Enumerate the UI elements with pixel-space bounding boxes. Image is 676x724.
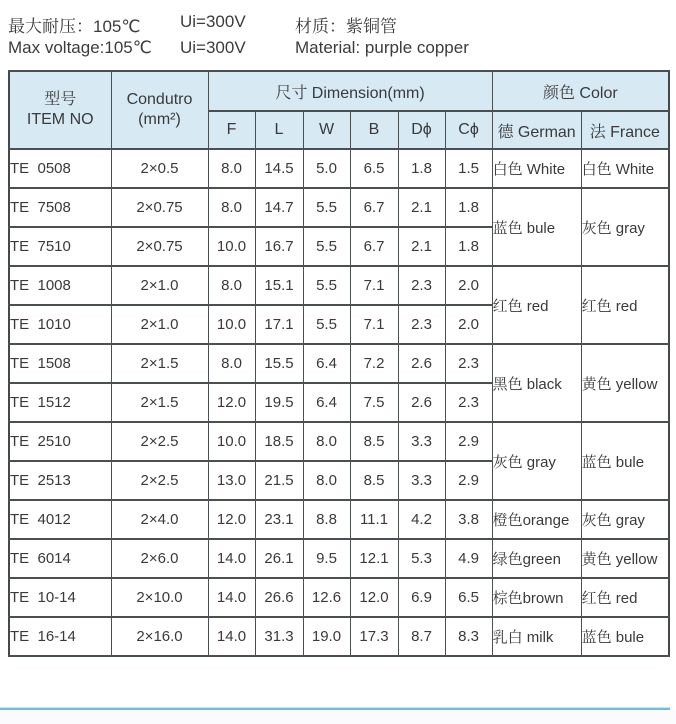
table-row — [9, 500, 669, 539]
table-row — [9, 149, 669, 188]
conductor-cell: 2×2.5 — [111, 461, 208, 500]
header-dim-f: F — [208, 111, 255, 149]
header-dim-dphi: Dϕ — [398, 111, 445, 149]
dim-w-cell: 5.5 — [303, 266, 350, 305]
dim-f-cell: 10.0 — [208, 422, 255, 461]
item-no-cell: TE 6014 — [9, 539, 111, 578]
dim-f-cell: 8.0 — [208, 149, 255, 188]
dim-b-cell: 6.7 — [350, 227, 398, 266]
color-france-cell: 蓝色 bule — [581, 617, 669, 656]
dim-b-cell: 8.5 — [350, 422, 398, 461]
dim-w-cell: 5.5 — [303, 227, 350, 266]
header-conductor-unit: (mm²) — [138, 111, 181, 128]
header-color-german: 德 German — [492, 111, 581, 149]
dim-b-cell: 8.5 — [350, 461, 398, 500]
dim-b-cell: 12.1 — [350, 539, 398, 578]
dim-b-cell: 7.1 — [350, 305, 398, 344]
color-german-cell: 红色 red — [492, 266, 581, 344]
dim-w-cell: 6.4 — [303, 344, 350, 383]
dim-cphi-cell: 2.0 — [445, 305, 492, 344]
table-row — [9, 539, 669, 578]
color-france-cell: 灰色 gray — [581, 188, 669, 266]
dim-w-cell: 8.8 — [303, 500, 350, 539]
dim-l-cell: 19.5 — [255, 383, 303, 422]
color-german-cell: 乳白 milk — [492, 617, 581, 656]
header-dim-l: L — [255, 111, 303, 149]
dim-dphi-cell: 8.7 — [398, 617, 445, 656]
conductor-cell: 2×2.5 — [111, 422, 208, 461]
dim-dphi-cell: 2.1 — [398, 227, 445, 266]
dim-f-cell: 14.0 — [208, 539, 255, 578]
color-german-cell: 黑色 black — [492, 344, 581, 422]
dim-cphi-cell: 2.9 — [445, 422, 492, 461]
conductor-cell: 2×0.5 — [111, 149, 208, 188]
table-row — [9, 188, 669, 227]
dim-w-cell: 5.5 — [303, 188, 350, 227]
color-france-cell: 灰色 gray — [581, 500, 669, 539]
header-group-row — [9, 71, 669, 111]
dim-cphi-cell: 2.3 — [445, 383, 492, 422]
dim-dphi-cell: 2.3 — [398, 266, 445, 305]
dim-b-cell: 7.1 — [350, 266, 398, 305]
dim-l-cell: 17.1 — [255, 305, 303, 344]
item-no-cell: TE 1008 — [9, 266, 111, 305]
color-france-cell: 红色 red — [581, 578, 669, 617]
color-german-cell: 灰色 gray — [492, 422, 581, 500]
dim-l-cell: 23.1 — [255, 500, 303, 539]
item-no-cell: TE 2513 — [9, 461, 111, 500]
dim-f-cell: 12.0 — [208, 500, 255, 539]
color-german-cell: 橙色orange — [492, 500, 581, 539]
dim-f-cell: 12.0 — [208, 383, 255, 422]
dim-cphi-cell: 8.3 — [445, 617, 492, 656]
dim-f-cell: 8.0 — [208, 344, 255, 383]
material-en: Material: purple copper — [295, 38, 469, 57]
dim-dphi-cell: 3.3 — [398, 461, 445, 500]
dim-b-cell: 12.0 — [350, 578, 398, 617]
dim-l-cell: 31.3 — [255, 617, 303, 656]
info-line-en — [0, 38, 676, 62]
dim-cphi-cell: 2.9 — [445, 461, 492, 500]
dim-b-cell: 17.3 — [350, 617, 398, 656]
dim-b-cell: 7.2 — [350, 344, 398, 383]
conductor-cell: 2×1.0 — [111, 305, 208, 344]
color-german-cell: 蓝色 bule — [492, 188, 581, 266]
color-france-cell: 蓝色 bule — [581, 422, 669, 500]
color-german-cell: 白色 White — [492, 149, 581, 188]
dim-w-cell: 19.0 — [303, 617, 350, 656]
conductor-cell: 2×4.0 — [111, 500, 208, 539]
header-dim-b: B — [350, 111, 398, 149]
dim-cphi-cell: 4.9 — [445, 539, 492, 578]
color-france-cell: 黄色 yellow — [581, 344, 669, 422]
dim-b-cell: 6.7 — [350, 188, 398, 227]
header-color-group: 颜色 Color — [492, 71, 669, 111]
conductor-cell: 2×1.5 — [111, 383, 208, 422]
material-zh: 材质：紫铜管 — [295, 17, 397, 36]
item-no-cell: TE 1508 — [9, 344, 111, 383]
table-row — [9, 578, 669, 617]
header-conductor — [111, 71, 208, 149]
dim-cphi-cell: 3.8 — [445, 500, 492, 539]
dim-cphi-cell: 6.5 — [445, 578, 492, 617]
item-no-cell: TE 2510 — [9, 422, 111, 461]
color-german-cell: 绿色green — [492, 539, 581, 578]
table-row — [9, 344, 669, 383]
dim-b-cell: 6.5 — [350, 149, 398, 188]
max-voltage-zh: 最大耐压：105℃ — [8, 17, 141, 36]
table-row — [9, 617, 669, 656]
ui-rating-zh-line: Ui=300V — [180, 12, 246, 31]
dim-l-cell: 18.5 — [255, 422, 303, 461]
dim-f-cell: 8.0 — [208, 188, 255, 227]
item-no-cell: TE 10-14 — [9, 578, 111, 617]
ui-rating-en-line: Ui=300V — [180, 38, 246, 57]
dim-cphi-cell: 2.0 — [445, 266, 492, 305]
dim-w-cell: 8.0 — [303, 461, 350, 500]
header-item-no — [9, 71, 111, 149]
dim-dphi-cell: 3.3 — [398, 422, 445, 461]
conductor-cell: 2×6.0 — [111, 539, 208, 578]
color-france-cell: 黄色 yellow — [581, 539, 669, 578]
item-no-cell: TE 7510 — [9, 227, 111, 266]
dim-cphi-cell: 1.5 — [445, 149, 492, 188]
item-no-cell: TE 16-14 — [9, 617, 111, 656]
dim-cphi-cell: 2.3 — [445, 344, 492, 383]
header-dim-w: W — [303, 111, 350, 149]
dim-dphi-cell: 5.3 — [398, 539, 445, 578]
dim-dphi-cell: 2.3 — [398, 305, 445, 344]
dim-f-cell: 14.0 — [208, 578, 255, 617]
dim-dphi-cell: 2.6 — [398, 383, 445, 422]
color-france-cell: 白色 White — [581, 149, 669, 188]
item-no-cell: TE 0508 — [9, 149, 111, 188]
table-row — [9, 266, 669, 305]
max-voltage-en: Max voltage:105℃ — [8, 38, 152, 57]
item-no-cell: TE 7508 — [9, 188, 111, 227]
dim-dphi-cell: 2.1 — [398, 188, 445, 227]
dim-dphi-cell: 2.6 — [398, 344, 445, 383]
item-no-cell: TE 1512 — [9, 383, 111, 422]
dim-cphi-cell: 1.8 — [445, 188, 492, 227]
dim-f-cell: 10.0 — [208, 227, 255, 266]
spec-table — [8, 70, 670, 657]
dim-f-cell: 8.0 — [208, 266, 255, 305]
dim-b-cell: 7.5 — [350, 383, 398, 422]
dim-l-cell: 14.7 — [255, 188, 303, 227]
dim-w-cell: 8.0 — [303, 422, 350, 461]
header-color-france: 法 France — [581, 111, 669, 149]
dim-dphi-cell: 1.8 — [398, 149, 445, 188]
header-dimension-group: 尺寸 Dimension(mm) — [208, 71, 492, 111]
dim-f-cell: 10.0 — [208, 305, 255, 344]
dim-l-cell: 14.5 — [255, 149, 303, 188]
bottom-strip — [0, 710, 676, 724]
dim-w-cell: 6.4 — [303, 383, 350, 422]
dim-w-cell: 9.5 — [303, 539, 350, 578]
dim-w-cell: 5.5 — [303, 305, 350, 344]
dim-f-cell: 13.0 — [208, 461, 255, 500]
dim-l-cell: 26.6 — [255, 578, 303, 617]
dim-b-cell: 11.1 — [350, 500, 398, 539]
dim-l-cell: 15.1 — [255, 266, 303, 305]
header-dim-cphi: Cϕ — [445, 111, 492, 149]
conductor-cell: 2×0.75 — [111, 188, 208, 227]
item-no-cell: TE 1010 — [9, 305, 111, 344]
color-german-cell: 棕色brown — [492, 578, 581, 617]
conductor-cell: 2×16.0 — [111, 617, 208, 656]
dim-l-cell: 15.5 — [255, 344, 303, 383]
table-row — [9, 422, 669, 461]
dim-f-cell: 14.0 — [208, 617, 255, 656]
dim-dphi-cell: 4.2 — [398, 500, 445, 539]
dim-l-cell: 26.1 — [255, 539, 303, 578]
conductor-cell: 2×10.0 — [111, 578, 208, 617]
item-no-cell: TE 4012 — [9, 500, 111, 539]
conductor-cell: 2×0.75 — [111, 227, 208, 266]
dim-dphi-cell: 6.9 — [398, 578, 445, 617]
header-item-no-en: ITEM NO — [26, 111, 94, 128]
conductor-cell: 2×1.5 — [111, 344, 208, 383]
dim-l-cell: 21.5 — [255, 461, 303, 500]
info-line-zh — [0, 12, 676, 36]
dim-l-cell: 16.7 — [255, 227, 303, 266]
header-item-no-zh: 型号 — [44, 91, 77, 108]
dim-w-cell: 5.0 — [303, 149, 350, 188]
dim-cphi-cell: 1.8 — [445, 227, 492, 266]
dim-w-cell: 12.6 — [303, 578, 350, 617]
conductor-cell: 2×1.0 — [111, 266, 208, 305]
color-france-cell: 红色 red — [581, 266, 669, 344]
header-conductor-name: Condutro — [126, 91, 193, 108]
